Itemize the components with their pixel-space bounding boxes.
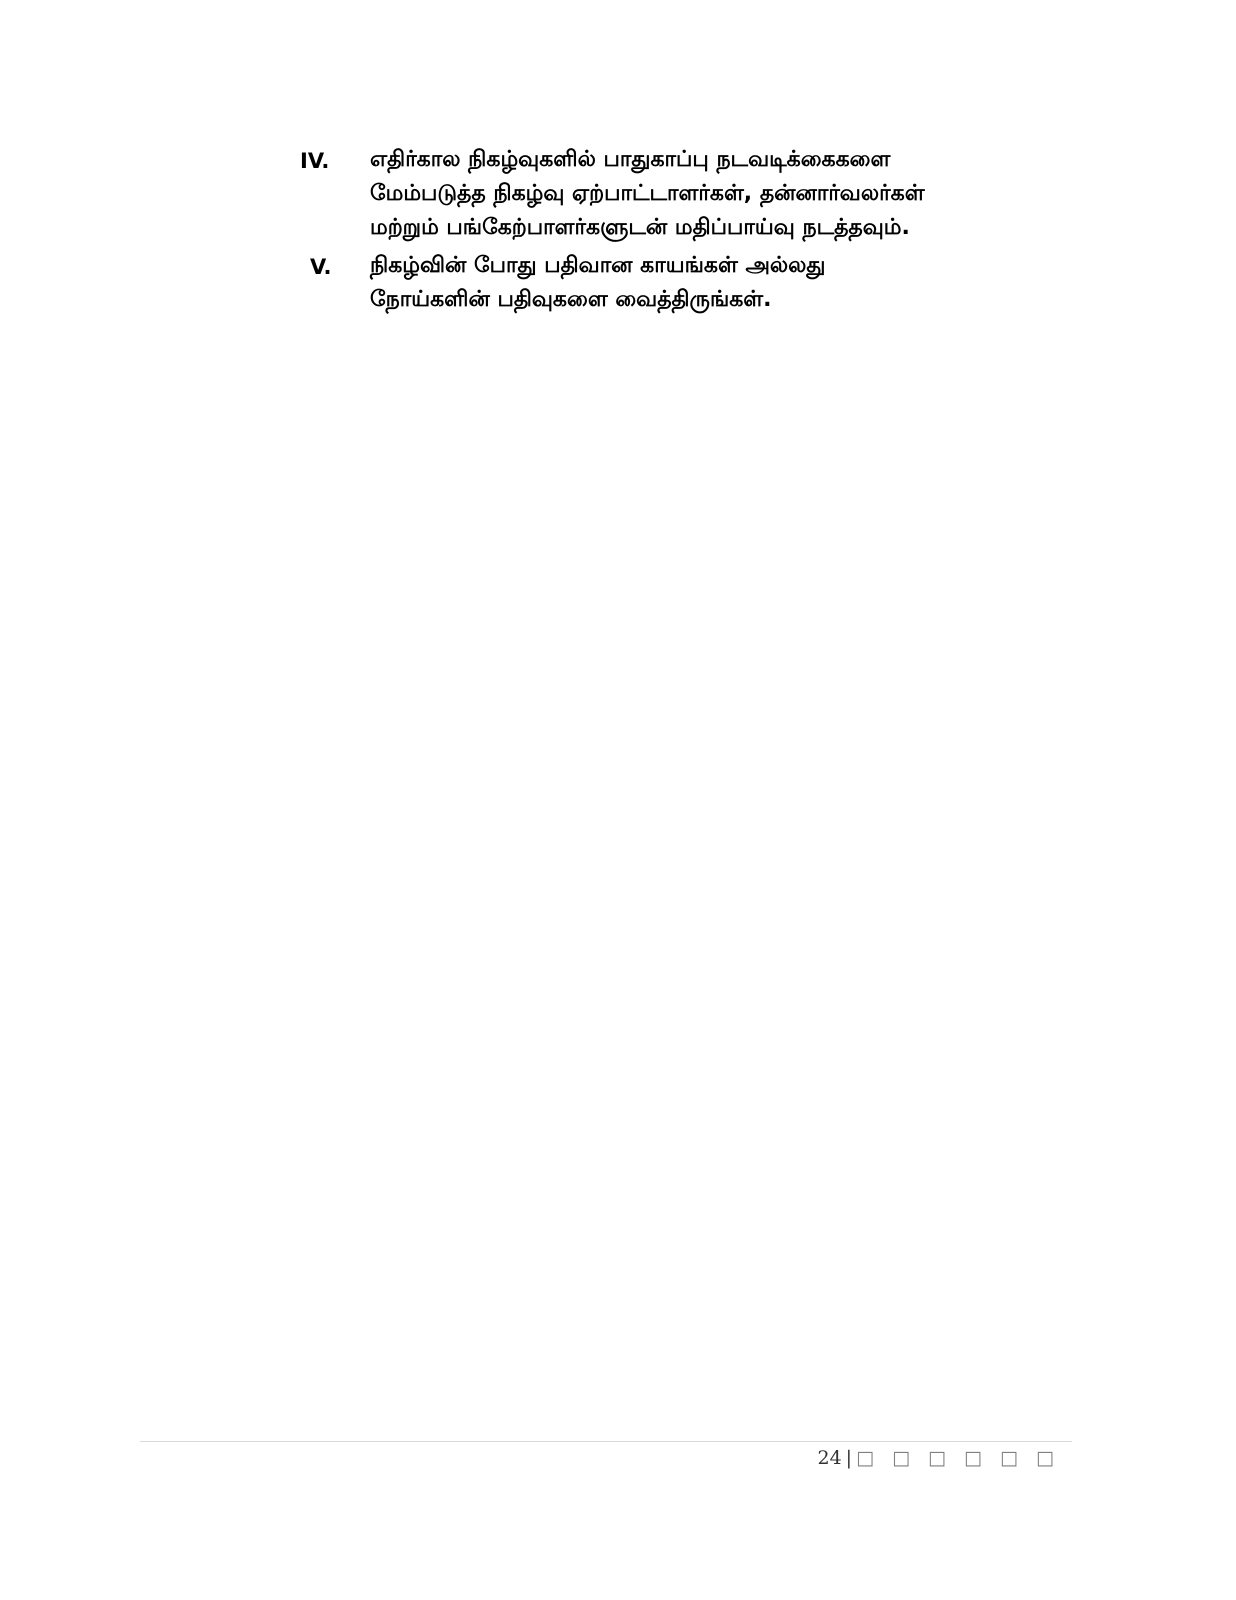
- text-line: மேம்படுத்த நிகழ்வு ஏற்பாட்டாளர்கள், தன்னார்வலர்கள்: [370, 181, 925, 206]
- numbered-list: [300, 143, 1100, 317]
- footer-separator: |: [845, 1447, 853, 1469]
- text-line: நோய்களின் பதிவுகளை வைத்திருங்கள்.: [370, 287, 772, 312]
- text-line: மற்றும் பங்கேற்பாளர்களுடன் மதிப்பாய்வு நடத்தவும்.: [370, 215, 910, 240]
- list-item-v: [300, 249, 1100, 317]
- list-item-text: [370, 143, 1100, 245]
- list-item-text: [370, 249, 1100, 317]
- footer-divider: [140, 1441, 1072, 1442]
- text-line: நிகழ்வின் போது பதிவான காயங்கள் அல்லது: [370, 253, 826, 278]
- list-numeral: IV.: [300, 149, 330, 173]
- text-line: எதிர்கால நிகழ்வுகளில் பாதுகாப்பு நடவடிக்கைகளை: [370, 147, 891, 172]
- page-footer: [817, 1444, 1060, 1472]
- list-numeral: V.: [310, 255, 332, 279]
- page-number: 24: [817, 1447, 842, 1469]
- footer-label: □ □ □ □ □ □: [856, 1447, 1060, 1469]
- list-item-iv: [300, 143, 1100, 245]
